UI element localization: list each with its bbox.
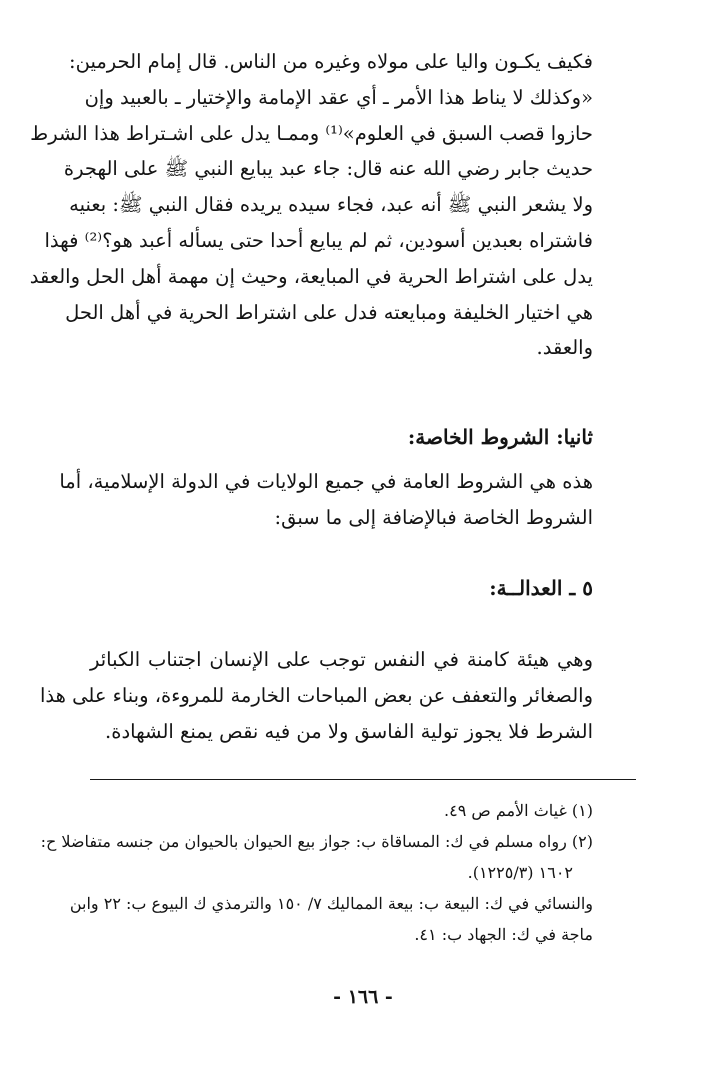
text-line: الشروط الخاصة فبالإضافة إلى ما سبق: [274, 505, 593, 529]
body-paragraph-justice [40, 642, 593, 749]
body-paragraph-special-conditions [59, 464, 593, 536]
text-line: الشرط فلا يجوز تولية الفاسق ولا من فيه نقص يمنع الشهادة. [105, 719, 593, 743]
footnote-line: ١٦٠٢ (١٢٢٥/٣). [467, 863, 573, 882]
text-line: «وكذلك لا يناط هذا الأمر ـ أي عقد الإمامة والإختيار ـ بالعبيد وإن [84, 85, 593, 109]
footnote-line: ماجة في ك: الجهاد ب: ٤١. [414, 925, 593, 944]
section-heading-justice: ٥ ـ العدالــة: [489, 576, 593, 600]
text-line: فاشتراه بعبدين أسودين، ثم لم يبايع أحدا حتى يسأله أعبد هو؟⁽²⁾ فهذا [44, 228, 593, 252]
text-line: هي اختيار الخليفة ومبايعته فدل على اشتراط الحرية في أهل الحل [65, 300, 593, 324]
section-heading-special-conditions: ثانيا: الشروط الخاصة: [407, 425, 593, 449]
page-number: - ١٦٦ - [333, 986, 393, 1008]
text-line: وهي هيئة كامنة في النفس توجب على الإنسان اجتناب الكبائر [90, 648, 593, 671]
footnote-divider [90, 779, 636, 780]
text-line: فكيف يكـون واليا على مولاه وغيره من الناس. قال إمام الحرمين: [69, 50, 593, 73]
footnote-line: والنسائي في ك: البيعة ب: بيعة المماليك ٧/ ١٥٠ والترمذي ك البيوع ب: ٢٢ وابن [69, 894, 593, 913]
body-paragraph-freedom [29, 44, 593, 366]
text-line: والعقد. [536, 336, 593, 360]
text-line: هذه هي الشروط العامة في جميع الولايات في الدولة الإسلامية، أما [59, 470, 593, 493]
text-line: يدل على اشتراط الحرية في المبايعة، وحيث إن مهمة أهل الحل والعقد [29, 264, 593, 288]
text-line: حازوا قصب السبق في العلوم»⁽¹⁾ وممـا يدل على اشـتراط هذا الشرط [30, 121, 593, 145]
footnotes [40, 795, 593, 950]
text-line: حديث جابر رضي الله عنه قال: جاء عبد يبايع النبي ﷺ على الهجرة [63, 157, 593, 181]
footnote-line: (٢) رواه مسلم في ك: المساقاة ب: جواز بيع الحيوان بالحيوان من جنسه متفاضلا ح: [40, 832, 593, 851]
text-line: والصغائر والتعفف عن بعض المباحات الخارمة للمروءة، وبناء على هذا [40, 683, 593, 707]
text-line: ولا يشعر النبي ﷺ أنه عبد، فجاء سيده يريده فقال النبي ﷺ: بعنيه [69, 193, 593, 217]
footnote-line: (١) غياث الأمم ص ٤٩. [444, 801, 593, 820]
